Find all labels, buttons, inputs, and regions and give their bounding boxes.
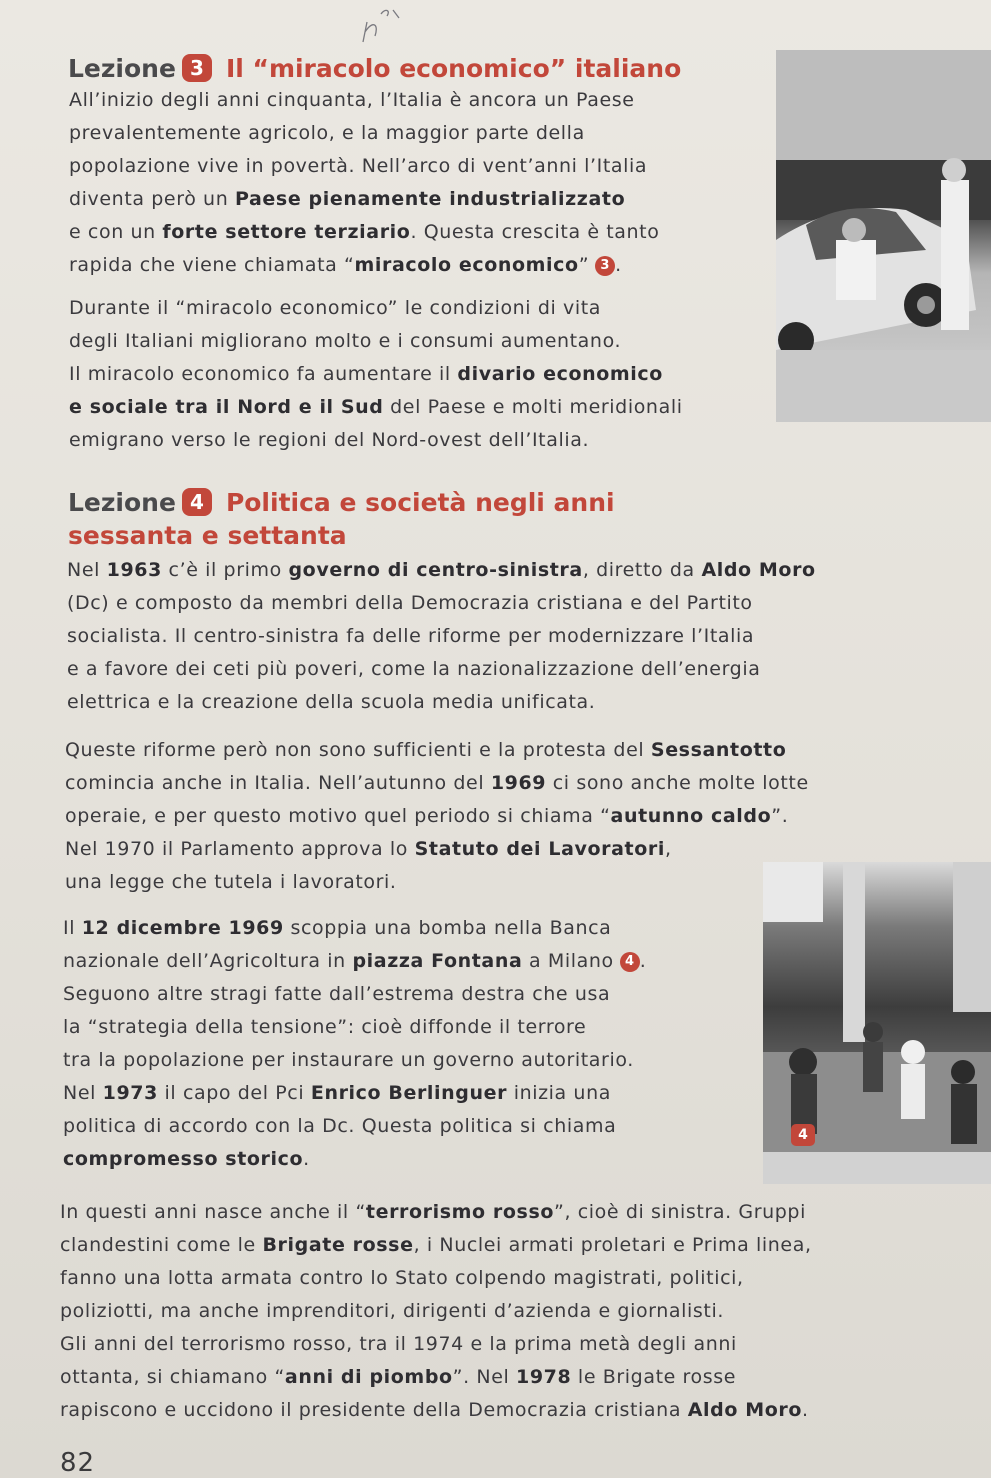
car-illustration [776,50,991,422]
text-line: socialista. Il centro-sinistra fa delle riforme per modernizzare l’Italia [67,625,755,647]
text-line: la “strategia della tensione”: cioè diffonde il terrore [63,1016,587,1038]
lesson-4-paragraph-2 [65,734,809,899]
photo-piazza-fontana [763,862,991,1184]
photo-fiat-car [776,50,991,422]
text-line: ottanta, si chiamano “anni di piombo”. Nel 1978 le Brigate rosse [60,1366,737,1388]
lesson-3-paragraph-1 [69,84,659,282]
text-line: Gli anni del terrorismo rosso, tra il 1974 e la prima metà degli anni [60,1333,737,1355]
text-line: poliziotti, ma anche imprenditori, dirigenti d’azienda e giornalisti. [60,1300,724,1322]
text-line: e sociale tra il Nord e il Sud del Paese e molti meridionali [69,396,683,418]
lesson-4-title-line-1: Politica e società negli anni [225,488,615,517]
text-line: degli Italiani migliorano molto e i consumi aumentano. [69,330,622,352]
lesson-3-title: Il “miracolo economico” italiano [225,54,682,83]
text-line: emigrano verso le regioni del Nord-ovest dell’Italia. [69,429,590,451]
text-line: clandestini come le Brigate rosse, i Nuclei armati proletari e Prima linea, [60,1234,812,1256]
text-line: fanno una lotta armata contro lo Stato colpendo magistrati, politici, [60,1267,744,1289]
text-line: una legge che tutela i lavoratori. [65,871,397,893]
text-line: Queste riforme però non sono sufficienti e la protesta del Sessantotto [65,739,787,761]
text-line: (Dc) e composto da membri della Democrazia cristiana e del Partito [67,592,753,614]
text-line: In questi anni nasce anche il “terrorismo rosso”, cioè di sinistra. Gruppi [60,1201,806,1223]
text-line: Durante il “miracolo economico” le condizioni di vita [69,297,602,319]
text-line: Il miracolo economico fa aumentare il divario economico [69,363,663,385]
text-line: politica di accordo con la Dc. Questa politica si chiama [63,1115,617,1137]
lesson-4-heading [68,486,615,552]
lesson-3-number-badge: 3 [182,54,212,82]
text-line: tra la popolazione per instaurare un governo autoritario. [63,1049,634,1071]
text-line: nazionale dell’Agricoltura in piazza Fontana a Milano 4 . [63,950,647,972]
text-line: operaie, e per questo motivo quel periodo si chiama “autunno caldo”. [65,805,789,827]
text-line: compromesso storico. [63,1148,310,1170]
text-line: elettrica e la creazione della scuola media unificata. [67,691,596,713]
text-line: popolazione vive in povertà. Nell’arco di vent’anni l’Italia [69,155,648,177]
text-line: All’inizio degli anni cinquanta, l’Italia è ancora un Paese [69,89,635,111]
lesson-3-paragraph-2 [69,292,683,457]
text-line: Nel 1973 il capo del Pci Enrico Berlinguer inizia una [63,1082,611,1104]
text-line: Nel 1963 c’è il primo governo di centro-sinistra, diretto da Aldo Moro [67,559,816,581]
figure-4-reference: 4 [620,952,640,972]
lesson-4-number-badge: 4 [182,488,212,516]
lesson-3-label: Lezione [68,54,176,83]
figure-3-reference: 3 [595,256,615,276]
lesson-4-paragraph-3 [63,912,646,1176]
text-line: rapiscono e uccidono il presidente della Democrazia cristiana Aldo Moro. [60,1399,809,1421]
text-line: diventa però un Paese pienamente industrializzato [69,188,626,210]
text-line: prevalentemente agricolo, e la maggior parte della [69,122,585,144]
text-line: e a favore dei ceti più poveri, come la nazionalizzazione dell’energia [67,658,761,680]
text-line: e con un forte settore terziario. Questa crescita è tanto [69,221,660,243]
lesson-3-heading [68,52,681,85]
figure-4-badge: 4 [791,1124,815,1146]
text-line: Seguono altre stragi fatte dall’estrema destra che usa [63,983,611,1005]
lesson-4-paragraph-1 [67,554,816,719]
lesson-4-title-line-2: sessanta e settanta [68,521,347,550]
text-line: Nel 1970 il Parlamento approva lo Statuto dei Lavoratori, [65,838,672,860]
page-number: 82 [60,1448,96,1478]
text-line: comincia anche in Italia. Nell’autunno del 1969 ci sono anche molte lotte [65,772,809,794]
lesson-4-label: Lezione [68,488,176,517]
text-line: Il 12 dicembre 1969 scoppia una bomba nella Banca [63,917,612,939]
text-line: rapida che viene chiamata “miracolo economico” 3 . [69,254,622,276]
lesson-4-paragraph-4 [60,1196,812,1427]
